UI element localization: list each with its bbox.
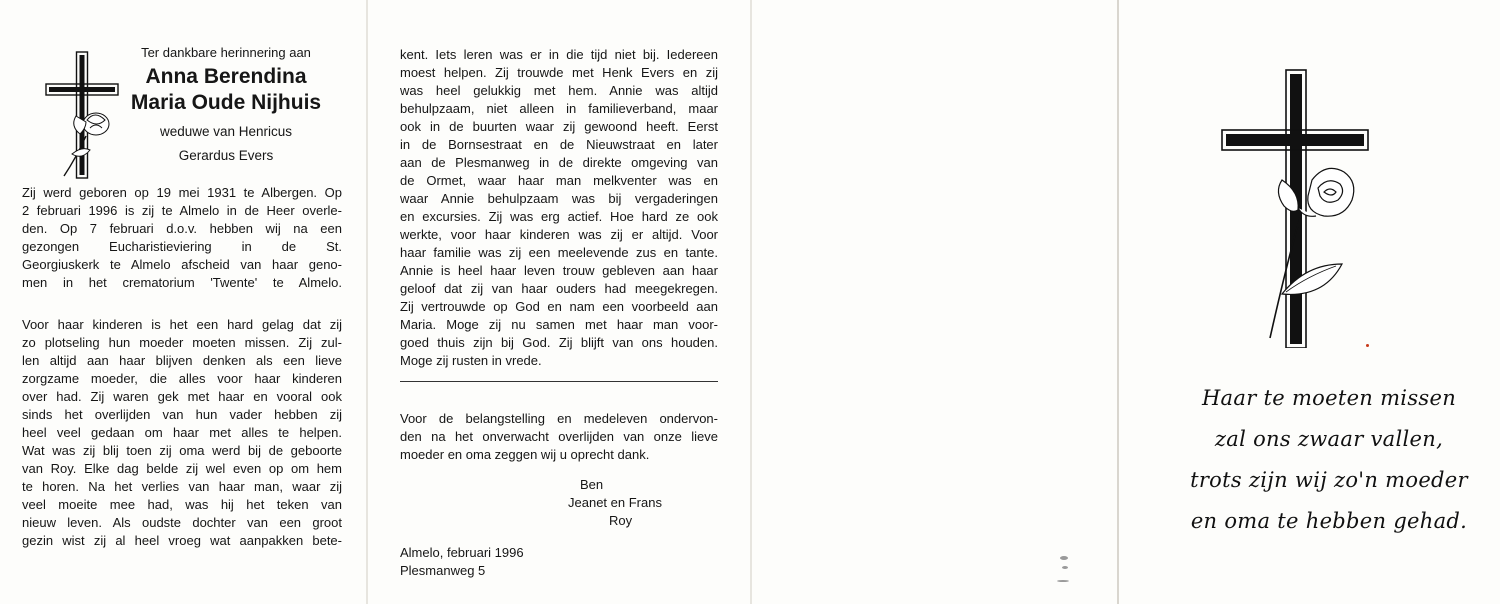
text-line: in de Bornsestraat en de Nieuwstraat en later: [400, 137, 718, 152]
text-line: werkte, voor haar kinderen was zij er altijd. Voor: [400, 227, 718, 242]
text-line: was heel gelukkig met hem. Annie was altijd: [400, 83, 718, 98]
text-line: Wat was zij blij toen zij oma werd bij de geboorte: [22, 443, 342, 458]
text-line: nieuw leven. Als oudste dochter van een groot: [22, 515, 342, 530]
print-mark: [1366, 344, 1369, 347]
text-line: geloof dat zij van haar ouders had meegekregen.: [400, 281, 718, 296]
obituary-right-panel: [400, 46, 718, 580]
text-line: Zij vertrouwde op God en nam een voorbeeld aan: [400, 299, 718, 314]
text-line: den na het onverwacht overlijden van onze lieve: [400, 429, 718, 444]
text-line: Annie is heel haar leven trouw gebleven aan haar: [400, 263, 718, 278]
fold-line: [1117, 0, 1119, 604]
intro-text: Ter dankbare herinnering aan: [141, 45, 311, 60]
text-line: de Ormet, waar haar man melkventer was en: [400, 173, 718, 188]
poem-line: zal ons zwaar vallen,: [1214, 427, 1444, 451]
text-line: Voor haar kinderen is het een hard gelag dat zij: [22, 317, 342, 332]
text-line: over had. Zij waren gek met haar en vooral ook: [22, 389, 342, 404]
text-line: waar Annie behulpzaam was bij vergaderingen: [400, 191, 718, 206]
text-line: gezongen Eucharistieviering in de St.: [22, 239, 342, 254]
fold-line: [750, 0, 752, 604]
header: [22, 44, 342, 184]
text-line: veel moeite mee had, was hij het teken van: [22, 497, 342, 512]
text-line: moeder en oma zeggen wij u oprecht dank.: [400, 447, 650, 462]
obituary-left-panel: [22, 44, 342, 550]
signature-jeanet-frans: Jeanet en Frans: [568, 495, 662, 510]
text-line: haar familie was zij een meelevende zus en tante.: [400, 245, 718, 260]
signature-ben: Ben: [580, 477, 604, 492]
divider: [400, 381, 718, 382]
text-line: zo plotseling hun moeder moeten missen. Zij zul-: [22, 335, 342, 350]
text-line: Voor de belangstelling en medeleven ondervon-: [400, 411, 718, 426]
cover-panel: [1120, 50, 1495, 590]
print-mark: [1060, 556, 1068, 560]
text-line: aan de Plesmanweg in de direkte omgeving van: [400, 155, 718, 170]
text-line: Moge zij rusten in vrede.: [400, 353, 542, 368]
place-date: Almelo, februari 1996: [400, 545, 524, 560]
text-line: van Roy. Elke dag belde zij wel even op om hem: [22, 461, 342, 476]
text-line: len altijd aan haar blijven denken als een lieve: [22, 353, 342, 368]
deceased-name-line1: Anna Berendina: [145, 65, 307, 88]
text-line: Maria. Moge zij nu samen met haar man voor-: [400, 317, 718, 332]
fold-line: [366, 0, 368, 604]
text-line: gezin wist zij al heel vroeg wat aanpakken bete-: [22, 533, 342, 548]
address: Plesmanweg 5: [400, 563, 486, 578]
poem-line: Haar te moeten missen: [1201, 386, 1457, 410]
header-text: [106, 44, 346, 168]
text-line: zorgzame moeder, die alles voor haar kinderen: [22, 371, 342, 386]
text-line: den. Op 7 februari d.o.v. hebben wij na een: [22, 221, 342, 236]
widow-line1: weduwe van Henricus: [159, 124, 293, 139]
text-line: ook in de buurten waar zij gewoond heeft. Eerst: [400, 119, 718, 134]
text-line: men in het crematorium 'Twente' te Almelo.: [22, 275, 342, 290]
text-line: moest helpen. Zij trouwde met Henk Evers en zij: [400, 65, 718, 80]
print-mark: [1062, 566, 1068, 569]
signature-roy: Roy: [609, 513, 633, 528]
text-line: heel veel gedaan om haar met alles te helpen.: [22, 425, 342, 440]
text-line: sinds het overlijden van hun vader hebben zij: [22, 407, 342, 422]
paragraph-birth-death: [22, 184, 342, 292]
paragraph-thanks: [400, 410, 718, 464]
cross-with-rose-icon: [1220, 58, 1370, 348]
poem-line: en oma te hebben gehad.: [1190, 509, 1468, 533]
text-line: behulpzaam, niet alleen in familieverband, maar: [400, 101, 718, 116]
signature-block: [400, 476, 718, 538]
text-line: 2 februari 1996 is zij te Almelo in de Heer overle-: [22, 203, 342, 218]
text-line: te horen. Na het verlies van haar man, waar zij: [22, 479, 342, 494]
paragraph-children: [22, 316, 342, 550]
memorial-poem: [1164, 378, 1494, 542]
print-mark: [1057, 580, 1069, 582]
text-line: Zij werd geboren op 19 mei 1931 te Albergen. Op: [22, 185, 342, 200]
text-line: Georgiuskerk te Almelo afscheid van haar geno-: [22, 257, 342, 272]
deceased-name-line2: Maria Oude Nijhuis: [130, 91, 322, 114]
text-line: goed thuis zijn bij God. Zij blijft van ons houden.: [400, 335, 718, 350]
text-line: kent. Iets leren was er in die tijd niet bij. Iedereen: [400, 47, 718, 62]
text-line: en excursies. Zij was erg actief. Hoe hard ze ook: [400, 209, 718, 224]
widow-line2: Gerardus Evers: [178, 148, 274, 163]
poem-line: trots zijn wij zo'n moeder: [1190, 468, 1468, 492]
paragraph-life: [400, 46, 718, 370]
